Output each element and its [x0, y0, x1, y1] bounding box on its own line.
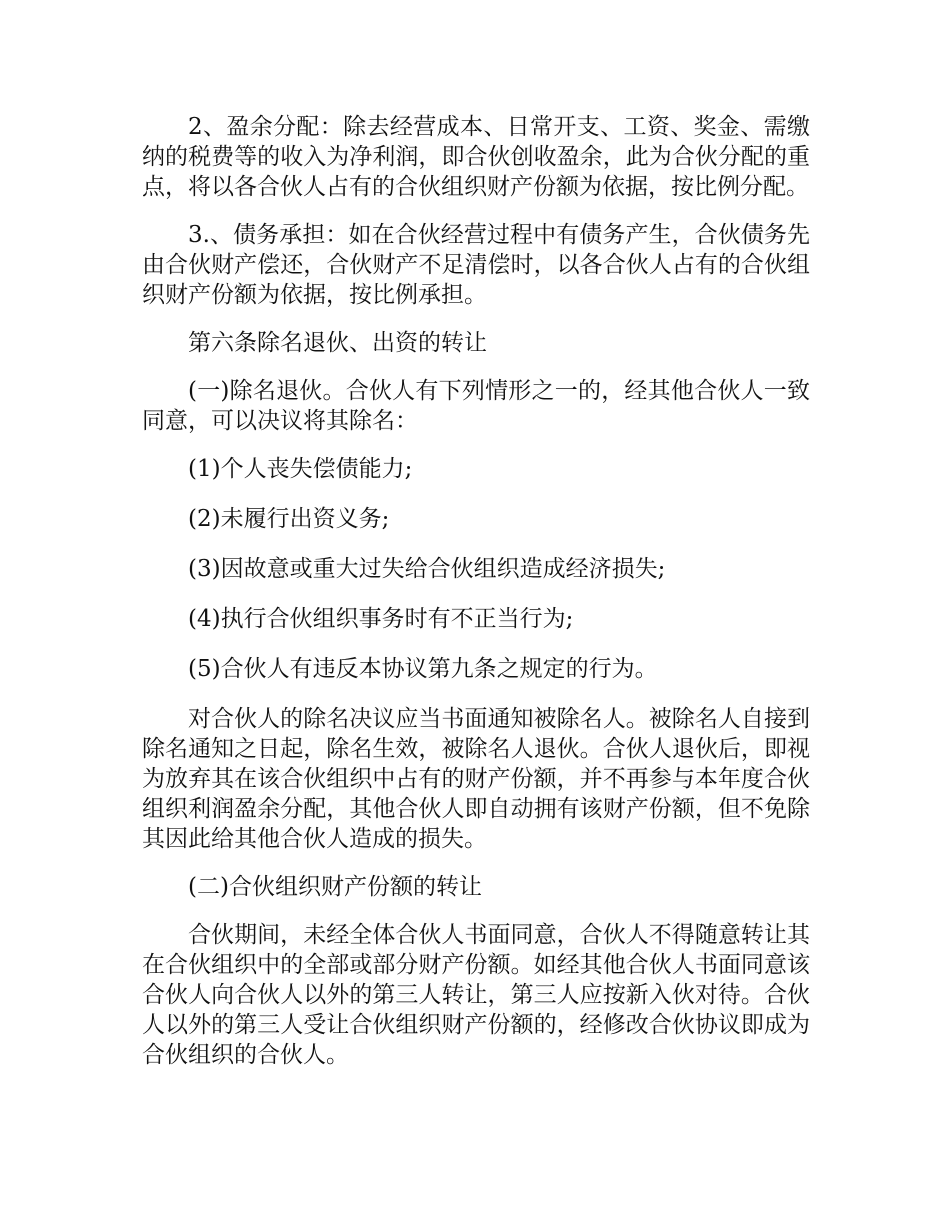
- paragraph-expulsion-notice: 对合伙人的除名决议应当书面通知被除名人。被除名人自接到除名通知之日起，除名生效，被除名人退伙。合伙人退伙后，即视为放弃其在该合伙组织中占有的财产份额，并不再参与本年度合伙组织利润盈余分配，其他合伙人即自动拥有该财产份额，但不免除其因此给其他合伙人造成的损失。: [142, 706, 810, 852]
- paragraph-debt-bearing: 3.、债务承担：如在合伙经营过程中有债务产生，合伙债务先由合伙财产偿还，合伙财产不足清偿时，以各合伙人占有的合伙组织财产份额为依据，按比例承担。: [142, 222, 810, 308]
- paragraph-profit-distribution: 2、盈余分配：除去经营成本、日常开支、工资、奖金、需缴纳的税费等的收入为净利润，即合伙创收盈余，此为合伙分配的重点，将以各合伙人占有的合伙组织财产份额为依据，按比例分配。: [142, 114, 810, 200]
- section-two-heading: (二)合伙组织财产份额的转让: [188, 874, 482, 900]
- list-item-2: (2)未履行出资义务;: [188, 506, 390, 532]
- list-item-4: (4)执行合伙组织事务时有不正当行为;: [188, 606, 574, 632]
- list-item-3: (3)因故意或重大过失给合伙组织造成经济损失;: [188, 556, 666, 582]
- paragraph-share-transfer: 合伙期间，未经全体合伙人书面同意，合伙人不得随意转让其在合伙组织中的全部或部分财产份额。如经其他合伙人书面同意该合伙人向合伙人以外的第三人转让，第三人应按新入伙对待。合伙人以外的第三人受让合伙组织财产份额的，经修改合伙协议即成为合伙组织的合伙人。: [142, 922, 810, 1068]
- list-item-1: (1)个人丧失偿债能力;: [188, 456, 413, 482]
- document-body: [142, 112, 810, 1088]
- paragraph-expulsion: (一)除名退伙。合伙人有下列情形之一的，经其他合伙人一致同意，可以决议将其除名：: [142, 378, 810, 434]
- list-item-5: (5)合伙人有违反本协议第九条之规定的行为。: [188, 656, 658, 682]
- article-six-heading: 第六条除名退伙、出资的转让: [188, 330, 487, 356]
